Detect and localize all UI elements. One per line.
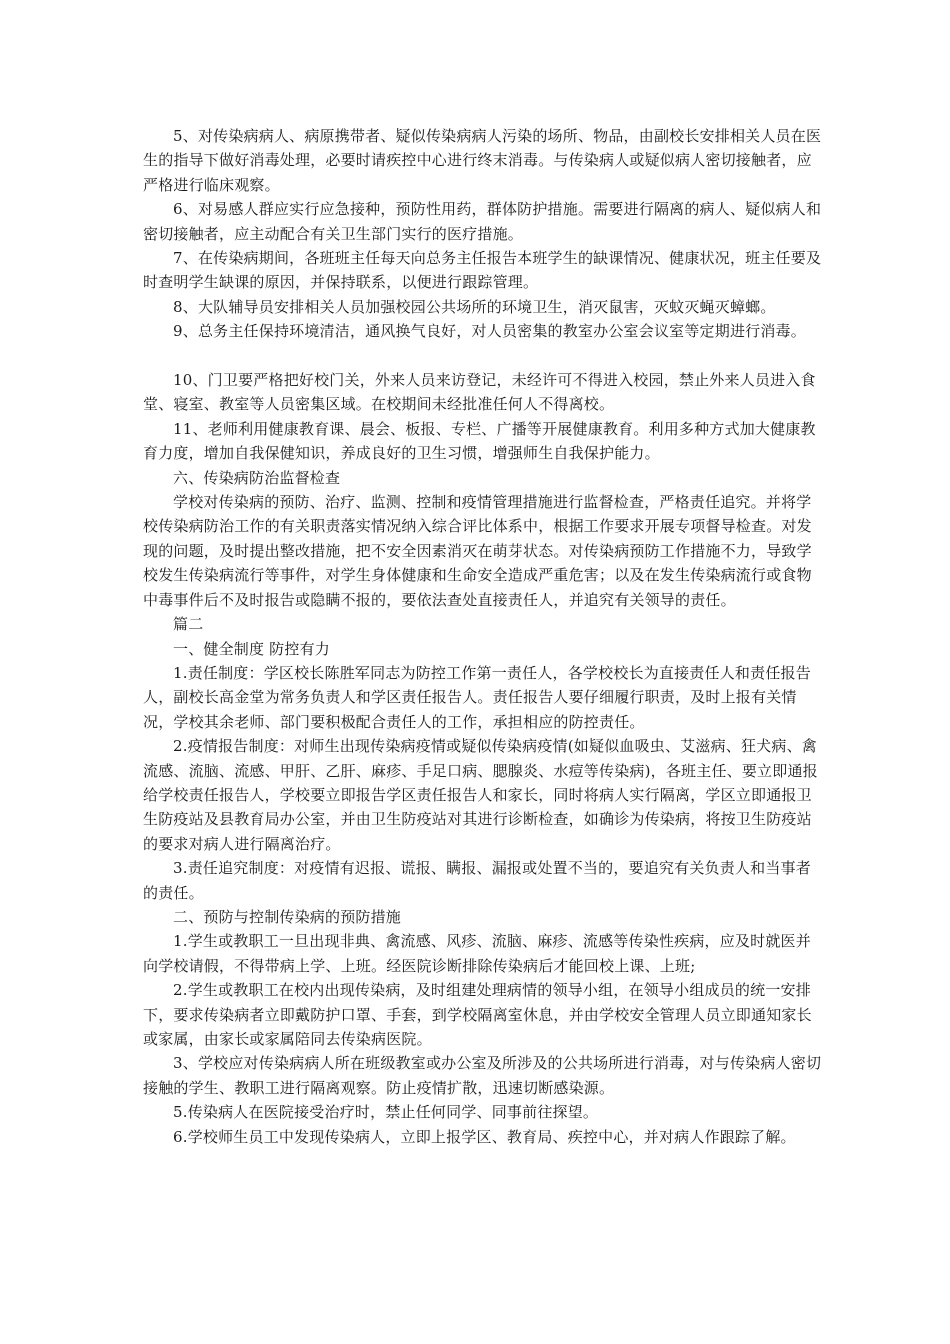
section-heading-supervision: 六、传染病防治监督检查 bbox=[173, 468, 341, 487]
paragraph-item-11: 11、老师利用健康教育课、晨会、板报、专栏、广播等开展健康教育。利用多种方式加大健康教育力度，增加自我保健知识，养成良好的卫生习惯，增强师生自我保护能力。 bbox=[143, 419, 816, 463]
paragraph-item-9: 9、总务主任保持环境清洁，通风换气良好，对人员密集的教室办公室会议室等定期进行消毒。 bbox=[173, 322, 806, 341]
paragraph-item-10: 10、门卫要严格把好校门关，外来人员来访登记，未经许可不得进入校园，禁止外来人员进入食堂、寝室、教室等人员密集区域。在校期间未经批准任何人不得离校。 bbox=[143, 371, 816, 414]
paragraph-prevention-1: 1.学生或教职工一旦出现非典、禽流感、风疹、流脑、麻疹、流感等传染性疾病，应及时就医并向学校请假，不得带病上学、上班。经医院诊断排除传染病后才能回校上课、上班; bbox=[143, 932, 811, 975]
paragraph-accountability-system: 3.责任追究制度：对疫情有迟报、谎报、瞒报、漏报或处置不当的，要追究有关负责人和当事者的责任。 bbox=[143, 859, 811, 902]
document-body bbox=[143, 124, 823, 1149]
paragraph-prevention-3: 3、学校应对传染病病人所在班级教室或办公室及所涉及的公共场所进行消毒，对与传染病人密切接触的学生、教职工进行隔离观察。防止疫情扩散，迅速切断感染源。 bbox=[143, 1054, 822, 1097]
paragraph-item-7: 7、在传染病期间，各班班主任每天向总务主任报告本班学生的缺课情况、健康状况，班主任要及时查明学生缺课的原因，并保持联系，以便进行跟踪管理。 bbox=[143, 249, 822, 292]
paragraph-prevention-6: 6.学校师生员工中发现传染病人，立即上报学区、教育局、疾控中心，并对病人作跟踪了解。 bbox=[173, 1127, 796, 1146]
section-heading-system: 一、健全制度 防控有力 bbox=[173, 639, 330, 658]
paragraph-responsibility-system: 1.责任制度：学区校长陈胜军同志为防控工作第一责任人，各学校校长为直接责任人和责任报告人，副校长高金堂为常务负责人和学区责任报告人。责任报告人要仔细履行职责，及时上报有关情况，学校其余老师、部门要积极配合责任人的工作，承担相应的防控责任。 bbox=[143, 663, 811, 731]
paragraph-supervision: 学校对传染病的预防、治疗、监测、控制和疫情管理措施进行监督检查，严格责任追究。并将学校传染病防治工作的有关职责落实情况纳入综合评比体系中，根据工作要求开展专项督导检查。对发现的问题，及时提出整改措施，把不安全因素消灭在萌芽状态。对传染病预防工作措施不力，导致学校发生传染病流行等事件，对学生身体健康和生命安全造成严重危害；以及在发生传染病流行或食物中毒事件后不及时报告或隐瞒不报的，要依法查处直接责任人，并追究有关领导的责任。 bbox=[143, 493, 812, 609]
paragraph-item-5: 5、对传染病病人、病原携带者、疑似传染病病人污染的场所、物品，由副校长安排相关人员在医生的指导下做好消毒处理，必要时请疾控中心进行终末消毒。与传染病人或疑似病人密切接触者，应严格进行临床观察。 bbox=[143, 127, 822, 194]
paragraph-item-8: 8、大队辅导员安排相关人员加强校园公共场所的环境卫生，消灭鼠害，灭蚊灭蝇灭蟑螂。 bbox=[173, 297, 776, 316]
paragraph-item-6: 6、对易感人群应实行应急接种，预防性用药，群体防护措施。需要进行隔离的病人、疑似病人和密切接触者，应主动配合有关卫生部门实行的医疗措施。 bbox=[143, 200, 822, 243]
paragraph-gap bbox=[143, 344, 823, 368]
paragraph-prevention-5: 5.传染病人在医院接受治疗时，禁止任何同学、同事前往探望。 bbox=[173, 1103, 599, 1122]
part-heading-two: 篇二 bbox=[173, 615, 204, 634]
section-heading-prevention: 二、预防与控制传染病的预防措施 bbox=[173, 907, 402, 926]
paragraph-prevention-2: 2.学生或教职工在校内出现传染病，及时组建处理病情的领导小组，在领导小组成员的统一安排下，要求传染病者立即戴防护口罩、手套，到学校隔离室休息，并由学校安全管理人员立即通知家长或家属，由家长或家属陪同去传染病医院。 bbox=[143, 981, 812, 1049]
paragraph-reporting-system: 2.疫情报告制度：对师生出现传染病疫情或疑似传染病疫情(如疑似血吸虫、艾滋病、狂犬病、禽流感、流脑、流感、甲肝、乙肝、麻疹、手足口病、腮腺炎、水痘等传染病)，各班主任、要立即通报给学校责任报告人，学校要立即报告学区责任报告人和家长，同时将病人实行隔离，学区立即通报卫生防疫站及县教育局办公室，并由卫生防疫站对其进行诊断检查，如确诊为传染病，将按卫生防疫站的要求对病人进行隔离治疗。 bbox=[143, 737, 818, 853]
